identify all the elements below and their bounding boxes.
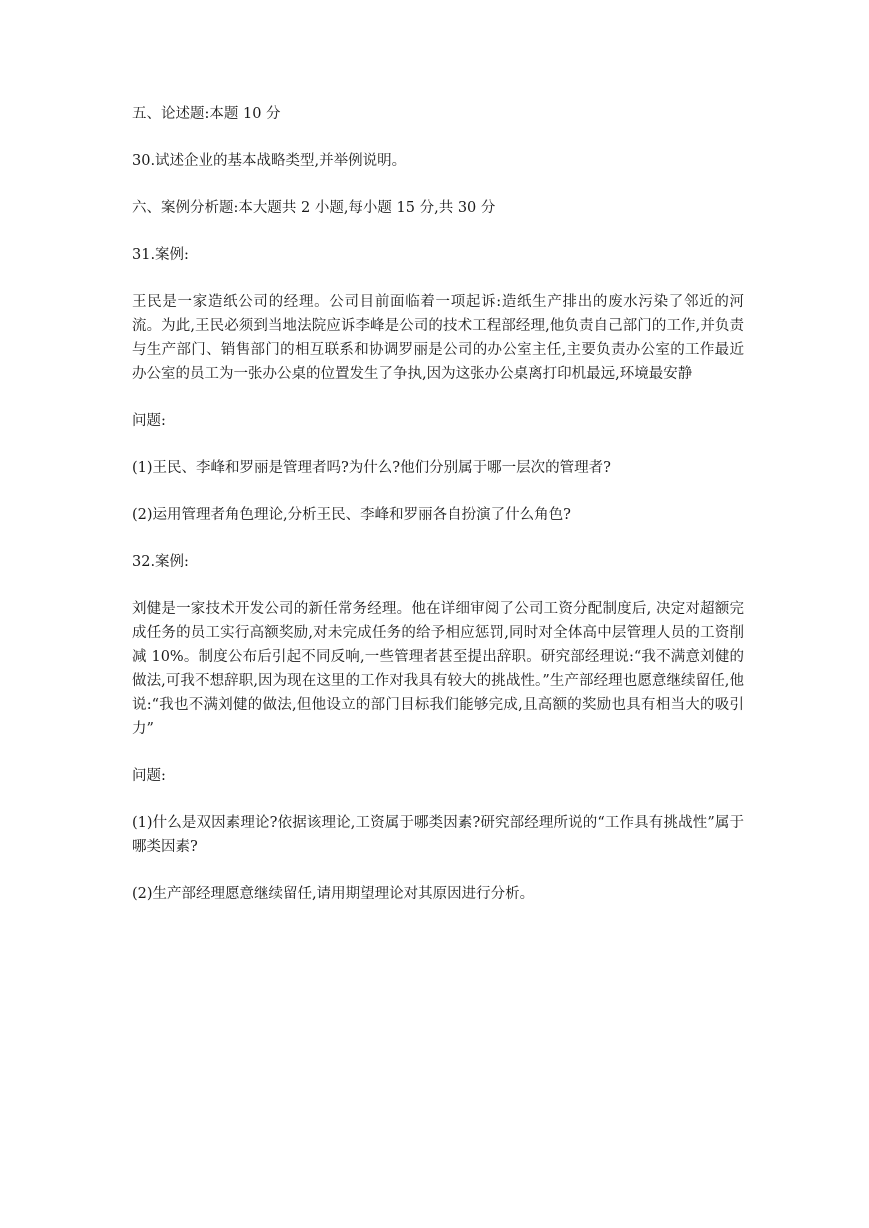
page-content [132, 102, 744, 929]
question-32-questions-label: 问题: [132, 768, 166, 784]
question-32-case-text: 刘健是一家技术开发公司的新任常务经理。他在详细审阅了公司工资分配制度后, 决定对超额完成任务的员工实行高额奖励,对未完成任务的给予相应惩罚,同时对全体高中层管理人员的工资削减 10%。制度公布后引起不同反响,一些管理者甚至提出辞职。研究部经理说:“我不满意刘健的做法,可我不想辞职,因为现在这里的工作对我具有较大的挑战性。”生产部经理也愿意继续留任,他说:“我也不满刘健的做法,但他设立的部门目标我们能够完成,且高额的奖励也具有相当大的吸引力” [132, 601, 744, 737]
section-6-heading: 六、案例分析题:本大题共 2 小题,每小题 15 分,共 30 分 [132, 200, 496, 216]
question-32-sub-2: (2)生产部经理愿意继续留任,请用期望理论对其原因进行分析。 [132, 886, 535, 902]
question-31-questions-label: 问题: [132, 413, 166, 429]
question-30: 30.试述企业的基本战略类型,并举例说明。 [132, 153, 407, 169]
section-5-heading: 五、论述题:本题 10 分 [132, 106, 281, 122]
question-31-case-text: 王民是一家造纸公司的经理。公司目前面临着一项起诉:造纸生产排出的废水污染了邻近的河流。为此,王民必须到当地法院应诉李峰是公司的技术工程部经理,他负责自己部门的工作,并负责与生产部门、销售部门的相互联系和协调罗丽是公司的办公室主任,主要负责办公室的工作最近办公室的员工为一张办公桌的位置发生了争执,因为这张办公桌离打印机最远,环境最安静 [132, 294, 744, 382]
question-31-sub-2: (2)运用管理者角色理论,分析王民、李峰和罗丽各自扮演了什么角色? [132, 507, 571, 523]
question-31-sub-1: (1)王民、李峰和罗丽是管理者吗?为什么?他们分别属于哪一层次的管理者? [132, 460, 611, 476]
question-32-sub-1: (1)什么是双因素理论?依据该理论,工资属于哪类因素?研究部经理所说的“工作具有挑战性”属于哪类因素? [132, 815, 744, 855]
question-32-label: 32.案例: [132, 554, 189, 570]
question-31-label: 31.案例: [132, 247, 189, 263]
